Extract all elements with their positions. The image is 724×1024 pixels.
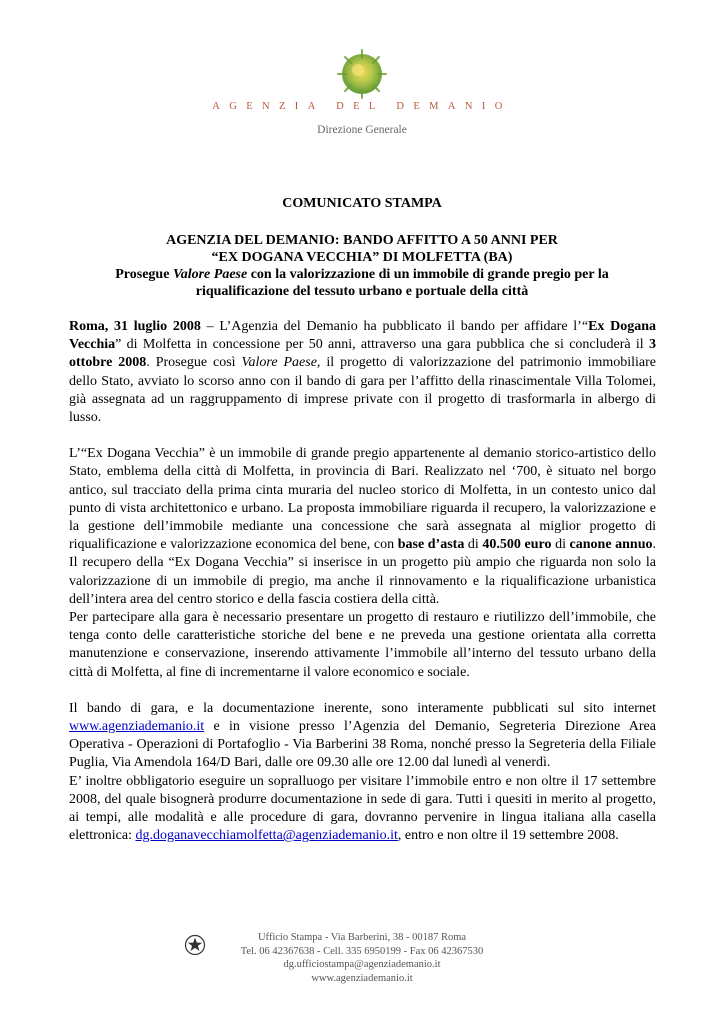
agency-logo-icon [334, 46, 390, 102]
p4-text-1: Il bando di gara, e la documentazione inerente, sono interamente pubblicati sul sito internet [69, 700, 656, 716]
subheadline-line-2: riqualificazione del tessuto urbano e portuale della città [195, 284, 529, 299]
paragraph-3: Per partecipare alla gara è necessario presentare un progetto di restauro e riutilizzo dell’immobile, che tenga conto delle caratteristiche storiche del bene e ne preveda una gestione orientata alla corretta manutenzione e conservazione, inserendo attivamente l’immobile all’interno del tessuto urbano della città di Molfetta, al fine di incrementarne il valore economico e sociale. [69, 610, 656, 680]
footer-address: Ufficio Stampa - Via Barberini, 38 - 00187 Roma [257, 932, 467, 943]
subheadline-line-1 [60, 266, 664, 283]
p2-text-1: L’“Ex Dogana Vecchia” è un immobile di grande pregio appartenente al demanio storico-artistico dello Stato, emblema della città di Molfetta, in provincia di Bari. Realizzato nel ‘700, è situato nel borgo antico, sul tracciato della prima cinta muraria del nucleo storico di Molfetta, in un contesto unico dal punto di vista architettonico e urbano. La proposta immobiliare riguarda il recupero, la valorizzazione e la gestione dell’immobile mediante una concessione che sarà assegnata al miglior progetto di riqualificazione e valorizzazione economica del bene, con [69, 446, 656, 553]
direction-label: Direzione Generale [317, 124, 407, 136]
press-release-title: COMUNICATO STAMPA [282, 196, 442, 211]
footer-email: dg.ufficiostampa@agenziademanio.it [283, 959, 441, 970]
p1-text-4: il progetto di valorizzazione del patrimonio immobiliare dello Stato, avviato lo scorso anno con il bando di gara per l’affitto della rinascimentale Villa Tolomei, già assegnata ad un raggruppamento di imprese private con il progetto di trasformarla in albergo di lusso. [69, 355, 656, 426]
valore-paese-italic: Valore Paese [172, 267, 248, 282]
p1-bold-name: Ex Dogana Vecchia [69, 319, 657, 353]
p1-text-3: . Prosegue così [146, 355, 242, 371]
p5-text-1: E’ inoltre obbligatorio eseguire un sopralluogo per visitare l’immobile entro e non oltre il 17 settembre 2008, del quale bisognerà produrre documentazione in sede di gara. Tutti i quesiti in merito al progetto, ai tempi, alle modalità e alle procedure di gara, dovranno pervenire in lingua italiana alla casella elettronica: [69, 773, 656, 844]
p1-text-1: – L’Agenzia del Demanio ha pubblicato il bando per affidare l’“ [200, 319, 589, 334]
p2-bold-amount: 40.500 euro [482, 537, 552, 553]
sub-text-b: con la valorizzazione di un immobile di grande pregio per la [250, 267, 609, 282]
p5-text-2: , entro e non oltre il 19 settembre 2008. [397, 828, 619, 844]
sub-text-a: Prosegue [115, 267, 170, 282]
p2-bold-base: base d’asta [397, 537, 465, 553]
agency-name: AGENZIA DEL DEMANIO [212, 101, 512, 112]
p2-text-4: . Il recupero della “Ex Dogana Vecchia” si inserisce in un progetto più ampio che riguarda non solo la valorizzazione di un immobile di pregio, ma anche il rinnovamento e la riqualificazione urbanistica dell’intera area del centro storico e della fascia costiera della città. [69, 537, 656, 607]
p4-text-2: e in visione presso l’Agenzia del Demanio, Segreteria Direzione Area Operativa - Operazioni di Portafoglio - Via Barberini 38 Roma, nonché presso la Segreteria della Filiale Puglia, Via Amendola 164/D Bari, dalle ore 09.30 alle ore 12.00 dal lunedì al venerdì. [69, 719, 656, 771]
paragraph-4 [69, 700, 656, 773]
paragraph-2 [69, 445, 656, 609]
dateline: Roma, 31 luglio 2008 [69, 319, 201, 334]
paragraph-gap [69, 427, 656, 445]
p2-text-3: di [551, 537, 570, 553]
headline-line-2: “EX DOGANA VECCHIA” DI MOLFETTA (BA) [211, 250, 513, 265]
headline [60, 232, 664, 300]
p1-italic: Valore Paese, [241, 355, 321, 371]
website-link[interactable]: www.agenziademanio.it [69, 719, 205, 735]
body-text [69, 318, 656, 845]
footer-phone: Tel. 06 42367638 - Cell. 335 6950199 - Fax 06 42367530 [240, 945, 484, 957]
paragraph-5 [69, 773, 656, 846]
p1-text-2: ” di Molfetta in concessione per 50 anni, attraverso una gara pubblica che si concluderà il [115, 337, 649, 353]
paragraph-1 [69, 318, 656, 427]
footer-website: www.agenziademanio.it [311, 972, 413, 984]
paragraph-gap [69, 682, 656, 700]
headline-line-1: AGENZIA DEL DEMANIO: BANDO AFFITTO A 50 ANNI PER [166, 233, 558, 248]
p2-text-2: di [464, 537, 483, 553]
p2-bold-canone: canone annuo [569, 537, 653, 553]
p1-bold-date: 3 ottobre 2008 [69, 337, 656, 371]
email-link[interactable]: dg.doganavecchiamolfetta@agenziademanio.it [135, 828, 398, 844]
footer [0, 931, 724, 985]
